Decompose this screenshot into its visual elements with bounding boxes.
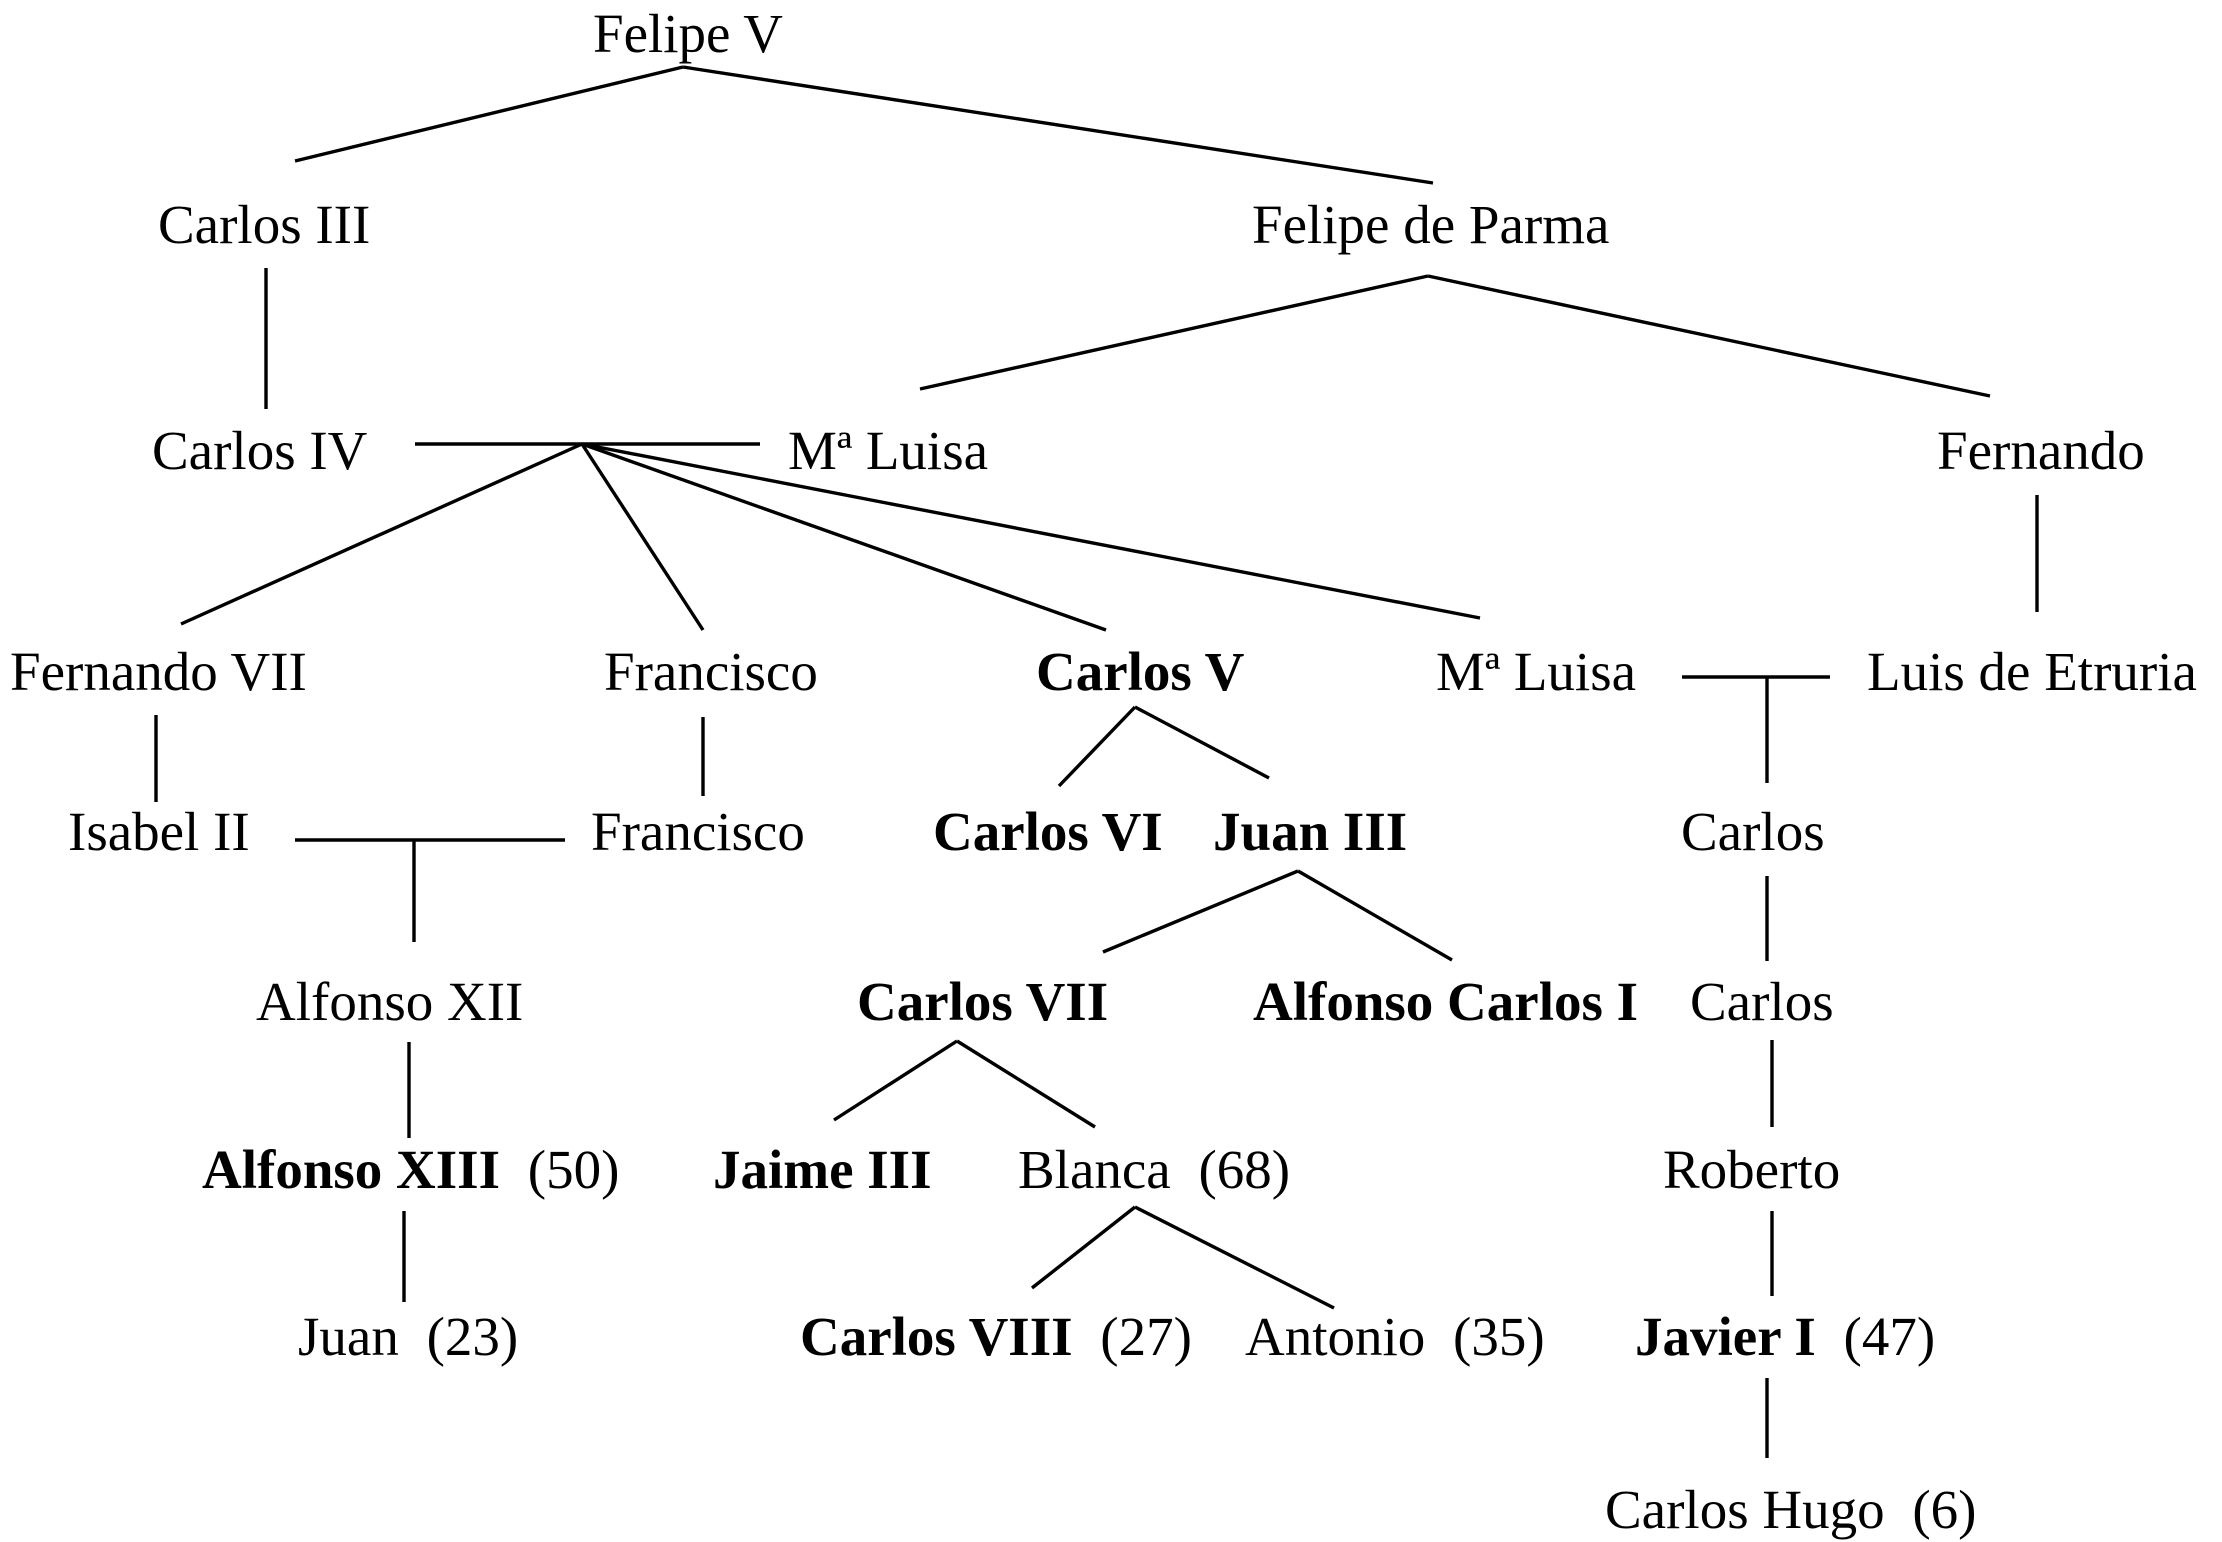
node-carlos-viii-note: (27) xyxy=(1100,1306,1192,1367)
link-felipe-v-felipe-de-parma xyxy=(683,67,1433,183)
link-felipe-de-parma-fernando xyxy=(1428,276,1990,396)
node-carlos-viii xyxy=(800,1306,1192,1367)
link-blanca-carlos-viii xyxy=(1032,1207,1135,1288)
node-carlos-viii-name: Carlos VIII xyxy=(800,1306,1073,1367)
node-juan-iii: Juan III xyxy=(1213,801,1408,862)
node-carlos-hugo xyxy=(1605,1479,1976,1540)
link-carlos-v-juan-iii xyxy=(1135,707,1269,778)
node-ma-luisa-2: Mª Luisa xyxy=(1436,641,1637,702)
link-carlos-v-carlos-vi xyxy=(1059,707,1135,786)
node-alfonso-xii: Alfonso XII xyxy=(256,971,524,1032)
node-carlos-etruria-1: Carlos xyxy=(1681,801,1825,862)
node-roberto: Roberto xyxy=(1663,1139,1841,1200)
node-ma-luisa-parma: Mª Luisa xyxy=(788,420,989,481)
link-felipe-v-carlos-iii xyxy=(295,67,683,161)
node-francisco-1: Francisco xyxy=(604,641,818,702)
node-carlos-etruria-2: Carlos xyxy=(1690,971,1834,1032)
node-juan xyxy=(298,1306,518,1367)
node-carlos-iv: Carlos IV xyxy=(152,420,368,481)
link-juan-iii-alfonso-carlos-i xyxy=(1298,871,1452,960)
node-javier-i xyxy=(1635,1306,1935,1367)
node-carlos-iii: Carlos III xyxy=(158,194,371,255)
node-francisco-2: Francisco xyxy=(591,801,805,862)
node-felipe-de-parma: Felipe de Parma xyxy=(1252,194,1610,255)
node-blanca-name: Blanca xyxy=(1018,1139,1171,1200)
node-carlos-v: Carlos V xyxy=(1036,641,1245,702)
connector-lines xyxy=(156,67,2037,1458)
node-fernando-vii: Fernando VII xyxy=(10,641,307,702)
node-carlos-hugo-note: (6) xyxy=(1912,1479,1977,1540)
node-felipe-v: Felipe V xyxy=(593,3,783,64)
node-carlos-hugo-name: Carlos Hugo xyxy=(1605,1479,1885,1540)
link-carlos-iv-francisco xyxy=(582,444,703,630)
link-felipe-de-parma-ma-luisa xyxy=(920,276,1428,389)
node-juan-name: Juan xyxy=(298,1306,399,1367)
node-alfonso-xiii xyxy=(202,1139,619,1200)
link-juan-iii-carlos-vii xyxy=(1103,871,1298,952)
node-javier-i-note: (47) xyxy=(1843,1306,1936,1367)
node-juan-note: (23) xyxy=(426,1306,519,1367)
node-alfonso-xiii-note: (50) xyxy=(527,1139,620,1200)
node-antonio-note: (35) xyxy=(1453,1306,1545,1367)
node-alfonso-carlos-i: Alfonso Carlos I xyxy=(1253,971,1639,1032)
node-fernando: Fernando xyxy=(1937,420,2145,481)
node-antonio-name: Antonio xyxy=(1245,1306,1426,1367)
node-jaime-iii: Jaime III xyxy=(713,1139,932,1200)
node-javier-i-name: Javier I xyxy=(1635,1306,1816,1367)
node-alfonso-xiii-name: Alfonso XIII xyxy=(202,1139,500,1200)
node-carlos-vii: Carlos VII xyxy=(857,971,1109,1032)
node-carlos-vi: Carlos VI xyxy=(933,801,1163,862)
link-carlos-vii-blanca xyxy=(957,1041,1095,1127)
node-isabel-ii: Isabel II xyxy=(68,801,250,862)
node-antonio xyxy=(1245,1306,1545,1367)
node-luis-de-etruria: Luis de Etruria xyxy=(1867,641,2197,702)
link-carlos-iv-ma-luisa-2 xyxy=(582,444,1480,618)
link-blanca-antonio xyxy=(1135,1207,1334,1308)
node-blanca-note: (68) xyxy=(1198,1139,1291,1200)
link-carlos-vii-jaime-iii xyxy=(834,1041,957,1120)
person-labels xyxy=(10,3,2197,1540)
node-blanca xyxy=(1018,1139,1290,1200)
